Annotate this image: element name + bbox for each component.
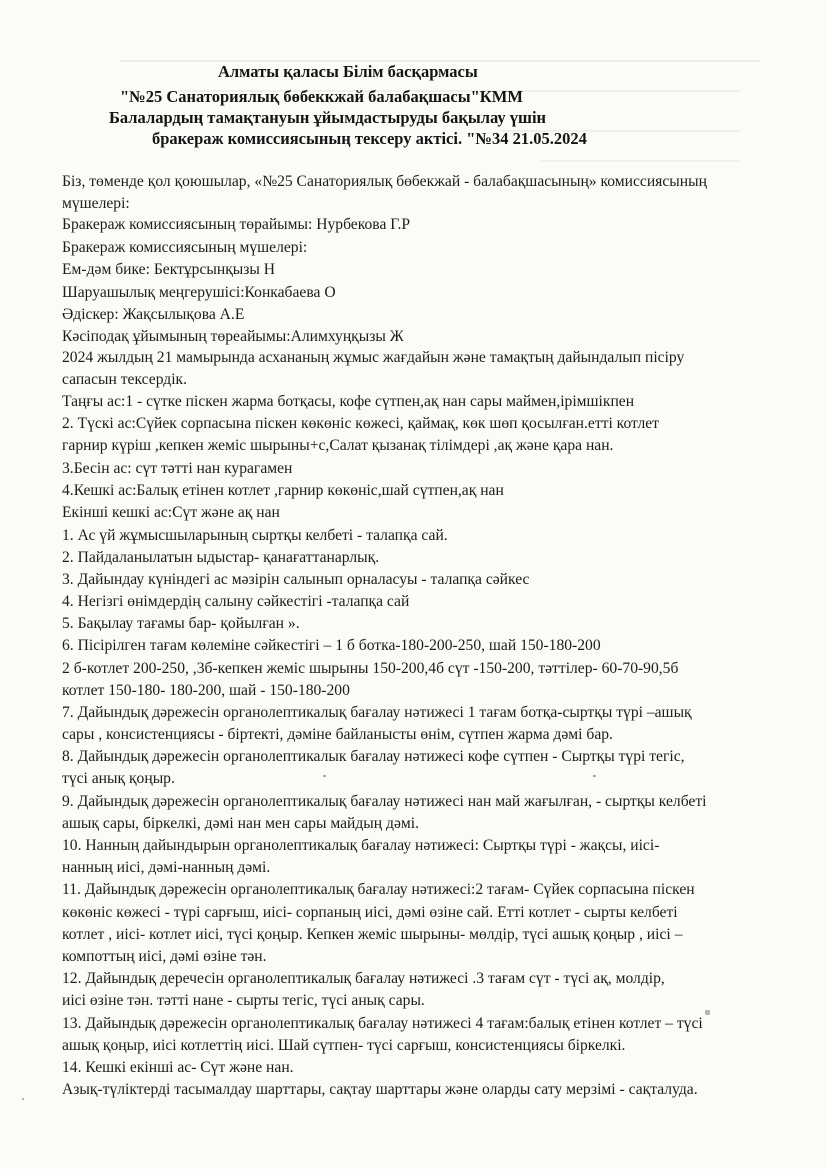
text-line: Кәсіподақ ұйымының төреайымы:Алимхуңқызы Ж (62, 328, 404, 345)
text-line: 11. Дайындық дәрежесін органолептикалық бағалау нәтижесі:2 тағам- Сүйек сорпасына піскен (62, 881, 695, 898)
scan-speck (593, 775, 596, 777)
text-line: 3.Бесін ас: сүт тәтті нан курагамен (62, 460, 293, 477)
text-line: Ем-дәм бике: Бектұрсынқызы Н (62, 261, 276, 278)
text-line: 12. Дайындық деречесін органолептикалық бағалау нәтижесі .3 тағам сүт - түсі ақ, молдір, (62, 970, 665, 987)
text-line: Азық-түліктерді тасымалдау шарттары, сақтау шарттары және оларды сату мерзімі - сақталуда. (62, 1081, 698, 1098)
text-line: 9. Дайындық дәрежесін органолептикалық бағалау нәтижесі нан май жағылған, - сыртқы келбеті (62, 793, 707, 810)
header-organization: Алматы қаласы Білім басқармасы (218, 62, 478, 81)
text-line: сапасын тексердік. (62, 371, 188, 388)
text-line: 8. Дайындық дәрежесін органолептикалык бағалау нәтижесі кофе сүтпен - Сыртқы түрі тегіс, (62, 748, 685, 765)
text-line: Біз, төменде қол қоюшылар, «№25 Санаториялық бөбекжай - балабақшасының» комиссиясының (62, 173, 707, 190)
text-line: 4.Кешкі ас:Балық етінен котлет ,гарнир көкөніс,шай сүтпен,ақ нан (62, 482, 504, 499)
text-line: котлет 150-180- 180-200, шай - 150-180-200 (62, 682, 350, 699)
text-line: көкөніс көжесі - түрі сарғыш, иісі- сорпаның иісі, дәмі өзіне сай. Етті котлет - сырты келбеті (62, 904, 678, 921)
text-line: ашық сары, біркелкі, дәмі нан мен сары майдың дәмі. (62, 815, 419, 832)
text-line: Шаруашылық меңгерушісі:Конкабаева О (62, 284, 336, 301)
text-line: 2024 жылдың 21 мамырында асхананың жұмыс жағдайын және тамақтың дайындалып пісіру (62, 349, 685, 366)
text-line: сары , консистенциясы - біртекті, дәміне байланысты өнім, сүтпен жарма дәмі бар. (62, 726, 613, 743)
header-purpose: Балалардың тамақтануын ұйымдастыруды бақылау үшін (109, 108, 547, 127)
text-line: 2. Түскі ас:Сүйек сорпасына піскен көкөніс көжесі, қаймақ, көк шөп қосылған.етті котлет (62, 415, 659, 432)
text-line: Бракераж комиссиясының төрайымы: Нурбекова Г.Р (62, 216, 411, 233)
scan-speck (22, 1098, 24, 1100)
text-line: 3. Дайындау күніндегі ас мәзірін салынып орналасуы - талапқа сәйкес (62, 571, 530, 588)
text-line: компоттың иісі, дәмі өзіне тән. (62, 948, 267, 965)
text-line: 6. Пісірілген тағам көлеміне сәйкестігі – 1 б ботка-180-200-250, шай 150-180-200 (62, 637, 601, 654)
text-line: 14. Кешкі екінші ас- Сүт және нан. (62, 1059, 294, 1076)
header-kindergarten: "№25 Санаториялық бөбеккжай балабақшасы"КММ (120, 87, 523, 106)
text-line: гарнир күріш ,кепкен жеміс шырыны+с,Салат қызанақ тілімдері ,ақ және қара нан. (62, 437, 614, 454)
text-line: 7. Дайындық дәрежесін органолептикалық бағалау нәтижесі 1 тағам ботқа-сыртқы түрі –ашық (62, 704, 692, 721)
text-line: 2. Пайдаланылатын ыдыстар- қанағаттанарлық. (62, 549, 380, 566)
text-line: 5. Бақылау тағамы бар- қойылған ». (62, 615, 300, 632)
header-act-title: бракераж комиссиясының тексеру актісі. "№34 21.05.2024 (152, 129, 587, 148)
text-line: Бракераж комиссиясының мүшелері: (62, 239, 308, 256)
text-line: түсі анық қоңыр. (62, 770, 175, 787)
text-line: нанның иісі, дәмі-нанның дәмі. (62, 859, 271, 876)
text-line: ашық қоңыр, иісі котлеттің иісі. Шай сүтпен- түсі сарғыш, консистенциясы біркелкі. (62, 1037, 626, 1054)
text-line: 2 б-котлет 200-250, ,3б-кепкен жеміс шырыны 150-200,4б сүт -150-200, тәттілер- 60-70-90,5б (62, 660, 679, 677)
text-line: Әдіскер: Жақсылықова А.Е (62, 306, 245, 323)
text-line: Таңғы ас:1 - сүтке піскен жарма ботқасы, кофе сүтпен,ақ нан сары маймен,ірімшікпен (62, 393, 635, 410)
text-line: Екінші кешкі ас:Сүт және ақ нан (62, 504, 280, 521)
text-line: 1. Ас үй жұмысшыларының сыртқы келбеті - талапқа сай. (62, 527, 448, 544)
text-line: мүшелері: (62, 195, 130, 212)
scan-speck (323, 775, 326, 777)
text-line: 4. Негізгі өнімдердің салыну сәйкестігі -талапқа сай (62, 593, 410, 610)
text-line: иісі өзіне тән. тәтті нане - сырты тегіс, түсі анық сары. (62, 992, 425, 1009)
text-line: 13. Дайындық дәрежесін органолептикалық бағалау нәтижесі 4 тағам:балық етінен котлет – түсі (62, 1015, 703, 1032)
text-line: 10. Нанның дайындырын органолептикалық бағалау нәтижесі: Сыртқы түрі - жақсы, иісі- (62, 837, 660, 854)
scan-speck (705, 1010, 710, 1015)
text-line: котлет , иісі- котлет иісі, түсі қоңыр. Кепкен жеміс шырыны- мөлдір, түсі ашық қоңыр , иісі – (62, 926, 683, 943)
